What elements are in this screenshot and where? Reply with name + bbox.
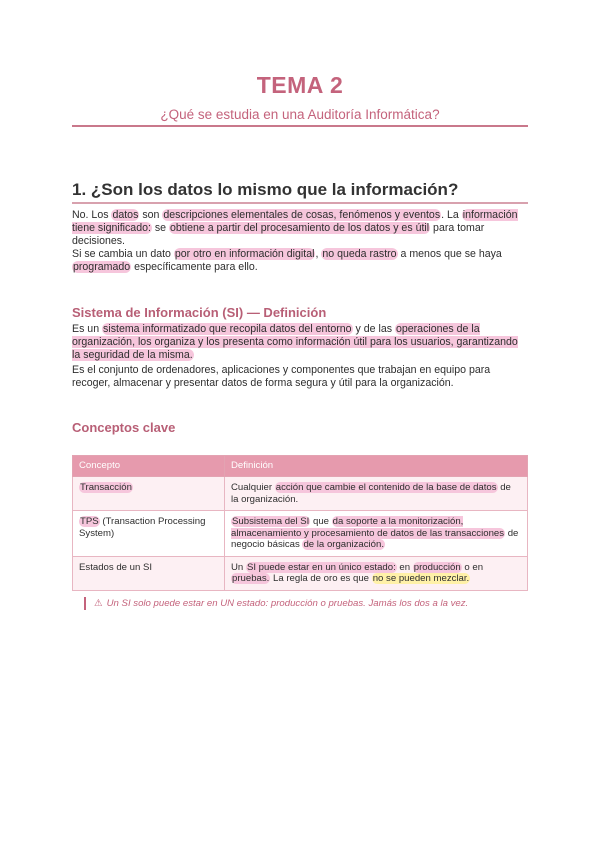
highlight: programado	[73, 261, 131, 274]
highlight: producción	[413, 561, 461, 573]
highlight: de la organización.	[303, 539, 385, 550]
column-header-concepto: Concepto	[73, 456, 225, 477]
text-segment: que	[310, 516, 332, 527]
text-segment: en	[396, 561, 413, 573]
cell-concepto	[73, 477, 225, 511]
table-row	[73, 511, 528, 557]
highlight: acción que cambie el contenido de la base de datos	[275, 482, 497, 493]
highlight: pruebas.	[232, 573, 270, 584]
title-divider	[72, 125, 528, 127]
table-row	[73, 477, 528, 511]
subheading-conceptos-clave: Conceptos clave	[72, 420, 176, 435]
cell-definicion	[225, 477, 528, 511]
text-segment: son	[139, 209, 163, 221]
highlight: Subsistema del SI	[232, 516, 310, 527]
cell-definicion	[225, 556, 528, 590]
text-segment: para tomar decisiones.	[72, 222, 485, 248]
text-segment: No. Los	[72, 209, 112, 221]
highlight-yellow: no se pueden mezclar.	[372, 573, 470, 584]
text-segment: y de las	[352, 323, 395, 335]
paragraph-cambio-dato	[72, 248, 528, 274]
paragraph-si-conjunto: Es el conjunto de ordenadores, aplicaciones y componentes que trabajan en equipo para recoger, almacenar y presentar datos de forma segura y útil para la organización.	[72, 364, 491, 390]
page-subtitle: ¿Qué se estudia en una Auditoría Informática?	[160, 107, 440, 122]
cell-concepto: Estados de un SI	[73, 556, 225, 590]
highlight: da soporte a la monitorización, almacenamiento y procesamiento de datos de las transacciones	[231, 516, 505, 539]
highlight: Transacción	[80, 482, 132, 493]
concepts-table	[72, 455, 528, 591]
highlight: SI puede estar en un único estado:	[246, 561, 396, 573]
text-segment: Es un	[72, 323, 103, 335]
subheading-si-definicion: Sistema de Información (SI) — Definición	[72, 305, 327, 320]
highlight: descripciones elementales de cosas, fenómenos y eventos	[163, 209, 441, 221]
highlight: sistema informatizado que recopila datos del entorno	[103, 323, 352, 335]
page-title: TEMA 2	[256, 72, 344, 98]
highlight: obtiene a partir del procesamiento de los datos y es útil	[170, 222, 430, 235]
text-segment: específicamente para ello.	[131, 261, 258, 274]
text-segment: Un	[231, 561, 246, 573]
highlight: no queda rastro	[322, 248, 397, 260]
section-divider	[72, 202, 528, 204]
column-header-definicion: Definición	[225, 456, 528, 477]
text-segment: de negocio básicas	[231, 527, 519, 550]
text-segment: ,	[315, 248, 322, 260]
warning-note	[84, 597, 524, 610]
text-segment: Si se cambia un dato	[72, 248, 174, 260]
highlight: operaciones de la organización, los organiza y los presenta como información útil para los usuarios, garantizando la seguridad de la misma.	[72, 323, 518, 362]
cell-concepto	[73, 511, 225, 557]
paragraph-datos-informacion	[72, 209, 528, 249]
text-segment: Cualquier	[231, 482, 275, 493]
text-segment: de la organización.	[231, 482, 511, 505]
highlight: información tiene significado:	[72, 209, 518, 235]
table-header-row	[73, 456, 528, 477]
warning-icon: ⚠	[94, 598, 103, 609]
text-segment: (Transaction Processing System)	[79, 516, 206, 539]
warning-text: Un SI solo puede estar en UN estado: producción o pruebas. Jamás los dos a la vez.	[106, 598, 469, 609]
table-row	[73, 556, 528, 590]
cell-definicion	[225, 511, 528, 557]
text-segment: a menos que se haya	[397, 248, 502, 260]
text-segment: se	[151, 222, 169, 235]
highlight: por otro en información digital	[174, 248, 315, 260]
text-segment: o en	[461, 561, 484, 573]
text-segment: La regla de oro es que	[270, 573, 372, 584]
highlight: TPS	[80, 516, 99, 527]
section-heading-datos: 1. ¿Son los datos lo mismo que la información?	[72, 180, 459, 199]
text-segment: . La	[441, 209, 462, 221]
highlight: datos	[112, 209, 139, 221]
paragraph-si-definicion	[72, 323, 528, 363]
